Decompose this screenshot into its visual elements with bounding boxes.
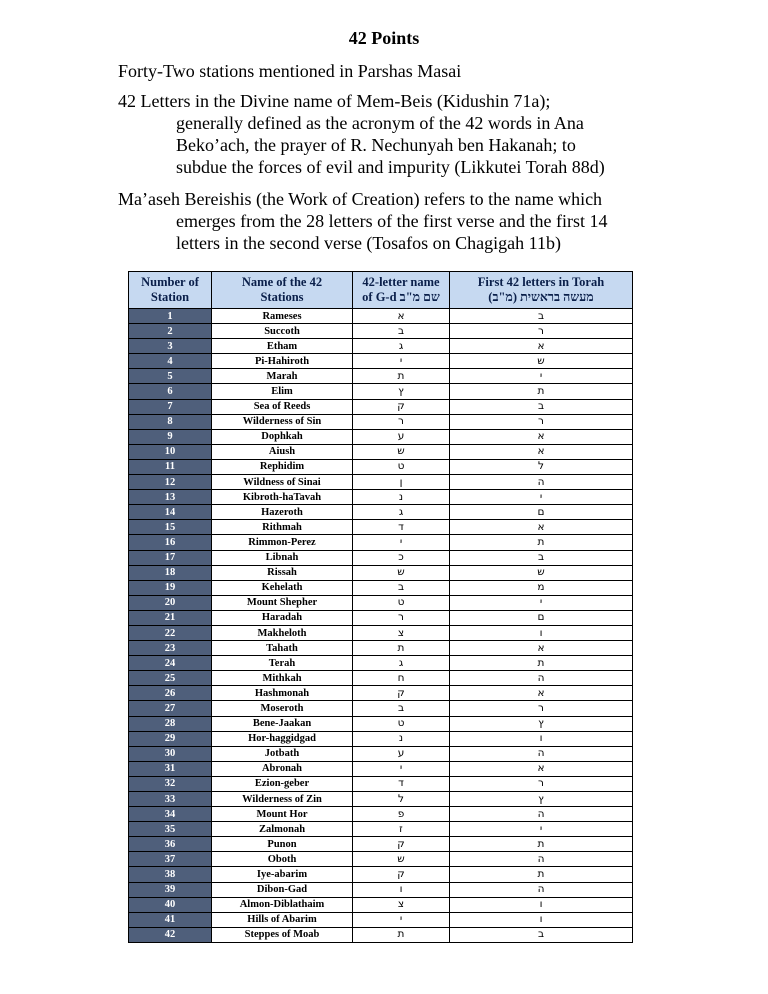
station-name-cell: Sea of Reeds xyxy=(212,399,353,414)
station-number-cell: 17 xyxy=(129,550,212,565)
station-number-cell: 32 xyxy=(129,776,212,791)
divine-name-letter-cell: ת xyxy=(353,369,450,384)
station-name-cell: Punon xyxy=(212,837,353,852)
divine-name-letter-cell: ח xyxy=(353,671,450,686)
divine-name-letter-cell: צ xyxy=(353,625,450,640)
torah-letter-cell: ר xyxy=(450,701,633,716)
torah-letter-cell: ם xyxy=(450,610,633,625)
station-number-cell: 12 xyxy=(129,475,212,490)
station-number-cell: 28 xyxy=(129,716,212,731)
station-name-cell: Rissah xyxy=(212,565,353,580)
station-name-cell: Rimmon-Perez xyxy=(212,535,353,550)
table-row xyxy=(129,535,633,550)
station-name-cell: Hazeroth xyxy=(212,505,353,520)
station-name-cell: Hashmonah xyxy=(212,686,353,701)
station-name-cell: Iye-abarim xyxy=(212,867,353,882)
torah-letter-cell: ו xyxy=(450,897,633,912)
station-number-cell: 21 xyxy=(129,610,212,625)
table-row xyxy=(129,716,633,731)
torah-letter-cell: ר xyxy=(450,776,633,791)
torah-letter-cell: ר xyxy=(450,414,633,429)
torah-letter-cell: א xyxy=(450,641,633,656)
divine-name-letter-cell: כ xyxy=(353,550,450,565)
station-name-cell: Mithkah xyxy=(212,671,353,686)
divine-name-letter-cell: נ xyxy=(353,490,450,505)
torah-letter-cell: ב xyxy=(450,309,633,324)
table-row xyxy=(129,882,633,897)
table-row xyxy=(129,927,633,942)
station-name-cell: Wildness of Sinai xyxy=(212,475,353,490)
station-number-cell: 40 xyxy=(129,897,212,912)
station-number-cell: 11 xyxy=(129,459,212,474)
divine-name-letter-cell: ג xyxy=(353,339,450,354)
divine-name-letter-cell: י xyxy=(353,761,450,776)
station-number-cell: 4 xyxy=(129,354,212,369)
divine-name-letter-cell: ת xyxy=(353,641,450,656)
torah-letter-cell: ל xyxy=(450,459,633,474)
station-name-cell: Libnah xyxy=(212,550,353,565)
divine-name-letter-cell: ק xyxy=(353,399,450,414)
divine-name-letter-cell: ד xyxy=(353,776,450,791)
table-row xyxy=(129,761,633,776)
station-name-cell: Aiush xyxy=(212,444,353,459)
header-station-number: Number of Station xyxy=(129,272,212,309)
station-number-cell: 1 xyxy=(129,309,212,324)
torah-letter-cell: מ xyxy=(450,580,633,595)
station-number-cell: 14 xyxy=(129,505,212,520)
divine-name-letter-cell: ש xyxy=(353,852,450,867)
divine-name-letter-cell: ט xyxy=(353,459,450,474)
header-42-letter-name: 42-letter name of G-d שם מ"ב xyxy=(353,272,450,309)
torah-letter-cell: ו xyxy=(450,912,633,927)
torah-letter-cell: ם xyxy=(450,505,633,520)
table-row xyxy=(129,852,633,867)
divine-name-letter-cell: ש xyxy=(353,565,450,580)
station-number-cell: 22 xyxy=(129,625,212,640)
torah-letter-cell: ב xyxy=(450,927,633,942)
torah-letter-cell: א xyxy=(450,429,633,444)
divine-name-letter-cell: צ xyxy=(353,897,450,912)
torah-letter-cell: ת xyxy=(450,535,633,550)
divine-name-letter-cell: ר xyxy=(353,414,450,429)
station-number-cell: 10 xyxy=(129,444,212,459)
table-row xyxy=(129,475,633,490)
station-number-cell: 25 xyxy=(129,671,212,686)
table-row xyxy=(129,837,633,852)
torah-letter-cell: א xyxy=(450,761,633,776)
paragraph-creation xyxy=(118,188,678,254)
station-number-cell: 13 xyxy=(129,490,212,505)
table-row xyxy=(129,550,633,565)
station-name-cell: Zalmonah xyxy=(212,822,353,837)
divine-name-letter-cell: ן xyxy=(353,475,450,490)
station-name-cell: Terah xyxy=(212,656,353,671)
torah-letter-cell: ת xyxy=(450,867,633,882)
station-name-cell: Mount Hor xyxy=(212,807,353,822)
divine-name-letter-cell: י xyxy=(353,354,450,369)
divine-name-letter-cell: ב xyxy=(353,701,450,716)
station-name-cell: Dophkah xyxy=(212,429,353,444)
divine-name-letter-cell: ב xyxy=(353,324,450,339)
divine-name-letter-cell: ק xyxy=(353,837,450,852)
torah-letter-cell: ת xyxy=(450,837,633,852)
station-name-cell: Abronah xyxy=(212,761,353,776)
table-row xyxy=(129,746,633,761)
torah-letter-cell: ו xyxy=(450,731,633,746)
table-header-row xyxy=(129,272,633,309)
table-row xyxy=(129,776,633,791)
divine-name-letter-cell: א xyxy=(353,309,450,324)
torah-letter-cell: ב xyxy=(450,399,633,414)
torah-letter-cell: ה xyxy=(450,882,633,897)
table-row xyxy=(129,414,633,429)
station-number-cell: 33 xyxy=(129,792,212,807)
station-number-cell: 15 xyxy=(129,520,212,535)
table-row xyxy=(129,610,633,625)
table-row xyxy=(129,867,633,882)
station-number-cell: 2 xyxy=(129,324,212,339)
station-name-cell: Etham xyxy=(212,339,353,354)
table-row xyxy=(129,625,633,640)
station-name-cell: Marah xyxy=(212,369,353,384)
station-name-cell: Bene-Jaakan xyxy=(212,716,353,731)
station-number-cell: 3 xyxy=(129,339,212,354)
station-number-cell: 37 xyxy=(129,852,212,867)
table-row xyxy=(129,339,633,354)
divine-name-letter-cell: ק xyxy=(353,867,450,882)
divine-name-letter-cell: ג xyxy=(353,656,450,671)
table-row xyxy=(129,701,633,716)
torah-letter-cell: ה xyxy=(450,852,633,867)
divine-name-letter-cell: ץ xyxy=(353,384,450,399)
station-number-cell: 34 xyxy=(129,807,212,822)
station-name-cell: Kibroth-haTavah xyxy=(212,490,353,505)
station-number-cell: 18 xyxy=(129,565,212,580)
station-name-cell: Moseroth xyxy=(212,701,353,716)
station-name-cell: Hills of Abarim xyxy=(212,912,353,927)
table-row xyxy=(129,641,633,656)
station-name-cell: Makheloth xyxy=(212,625,353,640)
header-first-42-letters: First 42 letters in Torah (מעשה בראשית (מ"ב xyxy=(450,272,633,309)
torah-letter-cell: ה xyxy=(450,671,633,686)
table-row xyxy=(129,444,633,459)
station-number-cell: 35 xyxy=(129,822,212,837)
table-row xyxy=(129,897,633,912)
table-row xyxy=(129,384,633,399)
divine-name-letter-cell: ד xyxy=(353,520,450,535)
torah-letter-cell: ה xyxy=(450,475,633,490)
station-number-cell: 7 xyxy=(129,399,212,414)
divine-name-letter-cell: ק xyxy=(353,686,450,701)
table-row xyxy=(129,807,633,822)
paragraph-line: emerges from the 28 letters of the first verse and the first 14 xyxy=(176,211,608,231)
station-number-cell: 27 xyxy=(129,701,212,716)
station-number-cell: 5 xyxy=(129,369,212,384)
station-number-cell: 31 xyxy=(129,761,212,776)
station-number-cell: 30 xyxy=(129,746,212,761)
station-number-cell: 9 xyxy=(129,429,212,444)
divine-name-letter-cell: ת xyxy=(353,927,450,942)
station-name-cell: Hor-haggidgad xyxy=(212,731,353,746)
station-number-cell: 19 xyxy=(129,580,212,595)
station-name-cell: Succoth xyxy=(212,324,353,339)
torah-letter-cell: ה xyxy=(450,746,633,761)
station-number-cell: 26 xyxy=(129,686,212,701)
table-row xyxy=(129,792,633,807)
torah-letter-cell: ש xyxy=(450,354,633,369)
divine-name-letter-cell: ש xyxy=(353,444,450,459)
station-number-cell: 20 xyxy=(129,595,212,610)
torah-letter-cell: ב xyxy=(450,550,633,565)
torah-letter-cell: א xyxy=(450,686,633,701)
table-row xyxy=(129,429,633,444)
torah-letter-cell: ה xyxy=(450,807,633,822)
divine-name-letter-cell: ז xyxy=(353,822,450,837)
divine-name-letter-cell: ו xyxy=(353,882,450,897)
torah-letter-cell: ו xyxy=(450,625,633,640)
divine-name-letter-cell: ט xyxy=(353,716,450,731)
station-name-cell: Steppes of Moab xyxy=(212,927,353,942)
station-number-cell: 24 xyxy=(129,656,212,671)
table-row xyxy=(129,309,633,324)
torah-letter-cell: ת xyxy=(450,656,633,671)
table-row xyxy=(129,731,633,746)
station-number-cell: 23 xyxy=(129,641,212,656)
paragraph-stations xyxy=(118,60,678,82)
station-name-cell: Dibon-Gad xyxy=(212,882,353,897)
station-name-cell: Wilderness of Zin xyxy=(212,792,353,807)
station-number-cell: 6 xyxy=(129,384,212,399)
paragraph-line: 42 Letters in the Divine name of Mem-Beis (Kidushin 71a); xyxy=(118,91,551,111)
table-row xyxy=(129,369,633,384)
table-row xyxy=(129,490,633,505)
station-name-cell: Jotbath xyxy=(212,746,353,761)
divine-name-letter-cell: ר xyxy=(353,610,450,625)
station-name-cell: Rameses xyxy=(212,309,353,324)
torah-letter-cell: א xyxy=(450,339,633,354)
divine-name-letter-cell: ט xyxy=(353,595,450,610)
divine-name-letter-cell: ע xyxy=(353,429,450,444)
paragraph-line: Forty-Two stations mentioned in Parshas Masai xyxy=(118,61,462,81)
station-name-cell: Tahath xyxy=(212,641,353,656)
paragraph-line: letters in the second verse (Tosafos on Chagigah 11b) xyxy=(176,233,561,253)
paragraph-line: subdue the forces of evil and impurity (Likkutei Torah 88d) xyxy=(176,157,605,177)
station-number-cell: 8 xyxy=(129,414,212,429)
header-station-name: Name of the 42 Stations xyxy=(212,272,353,309)
table-row xyxy=(129,686,633,701)
torah-letter-cell: י xyxy=(450,369,633,384)
torah-letter-cell: ש xyxy=(450,565,633,580)
table-row xyxy=(129,580,633,595)
table-row xyxy=(129,595,633,610)
page-title: 42 Points xyxy=(348,28,420,48)
table-row xyxy=(129,565,633,580)
station-name-cell: Mount Shepher xyxy=(212,595,353,610)
divine-name-letter-cell: פ xyxy=(353,807,450,822)
stations-table xyxy=(128,271,633,943)
station-number-cell: 42 xyxy=(129,927,212,942)
station-name-cell: Kehelath xyxy=(212,580,353,595)
paragraph-divine-name xyxy=(118,90,678,178)
torah-letter-cell: י xyxy=(450,595,633,610)
table-row xyxy=(129,656,633,671)
table-row xyxy=(129,671,633,686)
table-row xyxy=(129,354,633,369)
station-name-cell: Haradah xyxy=(212,610,353,625)
station-name-cell: Rithmah xyxy=(212,520,353,535)
table-row xyxy=(129,912,633,927)
paragraph-line: Ma’aseh Bereishis (the Work of Creation) refers to the name which xyxy=(118,189,603,209)
table-row xyxy=(129,520,633,535)
divine-name-letter-cell: ע xyxy=(353,746,450,761)
divine-name-letter-cell: ג xyxy=(353,505,450,520)
station-number-cell: 16 xyxy=(129,535,212,550)
divine-name-letter-cell: י xyxy=(353,535,450,550)
torah-letter-cell: ץ xyxy=(450,792,633,807)
divine-name-letter-cell: י xyxy=(353,912,450,927)
station-number-cell: 38 xyxy=(129,867,212,882)
table-row xyxy=(129,505,633,520)
station-name-cell: Wilderness of Sin xyxy=(212,414,353,429)
torah-letter-cell: ת xyxy=(450,384,633,399)
paragraph-line: generally defined as the acronym of the 42 words in Ana xyxy=(176,113,584,133)
station-number-cell: 36 xyxy=(129,837,212,852)
station-number-cell: 29 xyxy=(129,731,212,746)
station-name-cell: Ezion-geber xyxy=(212,776,353,791)
torah-letter-cell: א xyxy=(450,444,633,459)
paragraph-line: Beko’ach, the prayer of R. Nechunyah ben Hakanah; to xyxy=(176,135,576,155)
station-name-cell: Elim xyxy=(212,384,353,399)
station-number-cell: 41 xyxy=(129,912,212,927)
station-number-cell: 39 xyxy=(129,882,212,897)
torah-letter-cell: י xyxy=(450,490,633,505)
torah-letter-cell: ר xyxy=(450,324,633,339)
divine-name-letter-cell: ב xyxy=(353,580,450,595)
divine-name-letter-cell: ל xyxy=(353,792,450,807)
table-row xyxy=(129,399,633,414)
table-row xyxy=(129,822,633,837)
torah-letter-cell: י xyxy=(450,822,633,837)
station-name-cell: Rephidim xyxy=(212,459,353,474)
table-row xyxy=(129,324,633,339)
torah-letter-cell: ץ xyxy=(450,716,633,731)
station-name-cell: Pi-Hahiroth xyxy=(212,354,353,369)
torah-letter-cell: א xyxy=(450,520,633,535)
station-name-cell: Almon-Diblathaim xyxy=(212,897,353,912)
divine-name-letter-cell: נ xyxy=(353,731,450,746)
table-row xyxy=(129,459,633,474)
station-name-cell: Oboth xyxy=(212,852,353,867)
